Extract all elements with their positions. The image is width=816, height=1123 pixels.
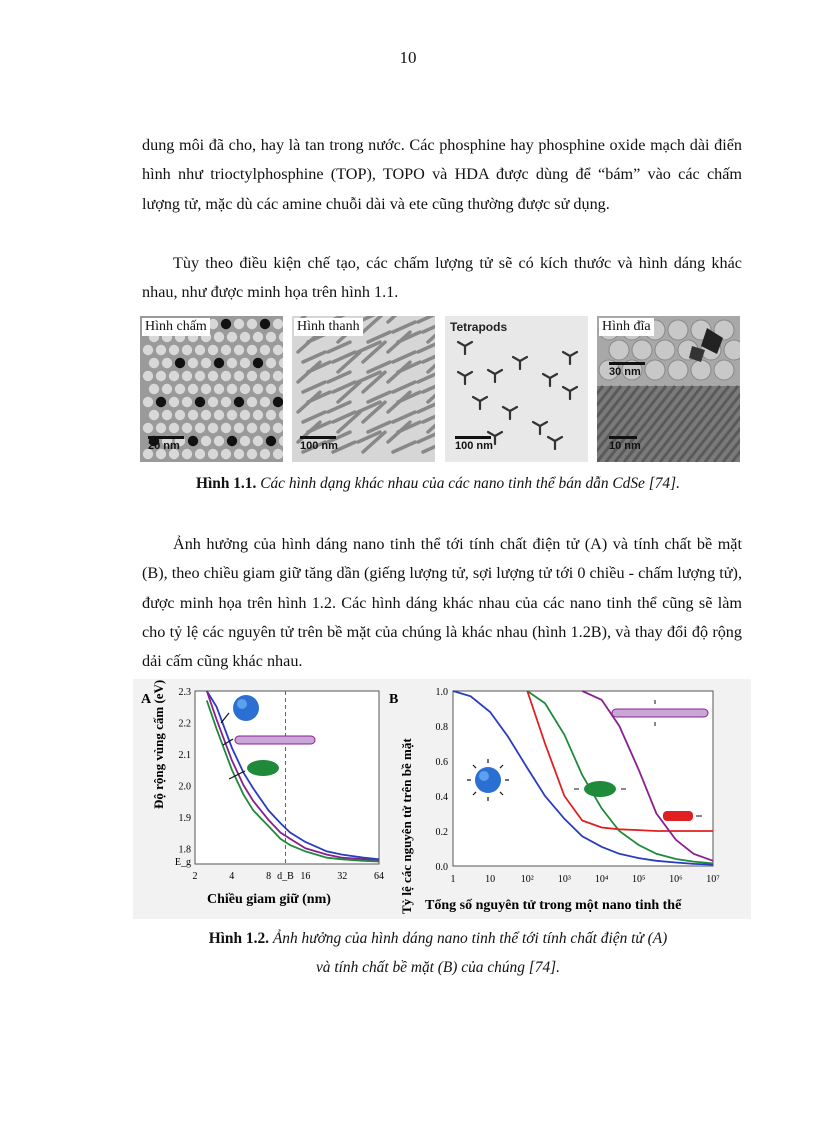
nanodot bbox=[260, 423, 270, 433]
nanodot bbox=[253, 358, 263, 368]
nanodot bbox=[175, 358, 185, 368]
y-tick-label: 1.8 bbox=[178, 844, 191, 856]
nanodot bbox=[240, 332, 250, 342]
nanodot bbox=[156, 371, 166, 381]
y-tick-label: 1.0 bbox=[435, 687, 448, 698]
x-tick-label: 10³ bbox=[557, 874, 571, 885]
x-tick-label: 64 bbox=[374, 871, 384, 882]
caption-text: Các hình dạng khác nhau của các nano tinh thể bán dẫn CdSe [74]. bbox=[260, 475, 680, 492]
nanodot bbox=[208, 345, 218, 355]
x-tick-label: 8 bbox=[266, 871, 272, 882]
nanodot bbox=[240, 410, 250, 420]
y-tick-label: 2.2 bbox=[178, 718, 191, 730]
nanodot bbox=[175, 384, 185, 394]
x-tick-label: 1 bbox=[450, 874, 456, 885]
y-axis-label-a: Độ rộng vùng cấm (eV) bbox=[151, 679, 166, 809]
nanodot bbox=[201, 436, 211, 446]
disk-shape-icon bbox=[247, 760, 279, 776]
y-axis-label-b: Tỷ lệ các nguyên tử trên bề mặt bbox=[399, 738, 414, 914]
scale-bar-bottom: 10 nm bbox=[609, 436, 641, 452]
nanodot bbox=[208, 371, 218, 381]
nanodot bbox=[227, 332, 237, 342]
y-tick-label: 1.9 bbox=[178, 812, 191, 824]
nanodot bbox=[240, 358, 250, 368]
caption-number: Hình 1.2. bbox=[208, 930, 269, 947]
nanodot bbox=[253, 332, 263, 342]
nanodot bbox=[162, 358, 172, 368]
nanodot bbox=[149, 410, 159, 420]
nanodot bbox=[188, 358, 198, 368]
nanodot bbox=[195, 345, 205, 355]
nanodot bbox=[143, 345, 153, 355]
nanodisk bbox=[632, 340, 652, 360]
caption-line-2: và tính chất bề mặt (B) của chúng [74]. bbox=[315, 959, 561, 976]
nanodot bbox=[273, 345, 283, 355]
nanodot bbox=[273, 319, 283, 329]
paragraph-3: Ảnh hưởng của hình dáng nano tinh thể tới tính chất điện tử (A) và tính chất bề mặt (B), theo chiều giam giữ tăng dần (giếng lượng tử, sợi lượng tử tới 0 chiều - chấm lượng tử), được minh họa trên hình 1.2. Các hình dáng khác nhau của các nano tinh thể cũng sẽ làm cho tỷ lệ các nguyên tử trên bề mặt của chúng là khác nhau (hình 1.2B), và thay đổi độ rộng dải cấm cũng khác nhau. bbox=[142, 535, 742, 671]
nanodot bbox=[169, 345, 179, 355]
panel-label: Tetrapods bbox=[450, 320, 508, 334]
x-tick-label: 32 bbox=[337, 871, 348, 882]
nanodot bbox=[169, 371, 179, 381]
x-tick-label: d_B bbox=[277, 871, 294, 882]
nanodot bbox=[247, 371, 257, 381]
nanodisk bbox=[724, 340, 740, 360]
nanodot bbox=[156, 397, 166, 407]
nanodot bbox=[221, 449, 231, 459]
nanodot bbox=[247, 449, 257, 459]
x-tick-label: 10⁵ bbox=[631, 874, 646, 885]
nanodot bbox=[195, 449, 205, 459]
nanodisk bbox=[668, 320, 688, 340]
y-tick-label: 0.2 bbox=[435, 827, 448, 838]
scale-bar: 100 nm bbox=[300, 436, 338, 452]
nanodot bbox=[240, 384, 250, 394]
wire-shape-icon bbox=[663, 811, 693, 821]
disks-micrograph bbox=[597, 316, 740, 462]
nanodot bbox=[253, 410, 263, 420]
nanodot bbox=[143, 371, 153, 381]
page-number: 10 bbox=[399, 48, 417, 67]
nanodot bbox=[214, 358, 224, 368]
nanodot bbox=[266, 384, 276, 394]
nanodot bbox=[247, 423, 257, 433]
nanodot bbox=[188, 384, 198, 394]
figure-1-2 bbox=[133, 679, 751, 919]
nanodot bbox=[247, 397, 257, 407]
nanodot bbox=[266, 358, 276, 368]
scale-bar-top: 30 nm bbox=[609, 362, 645, 378]
panel-label-a: A bbox=[141, 692, 152, 707]
y-tick-label: 2.1 bbox=[178, 749, 191, 761]
caption-line-1: Ảnh hưởng của hình dáng nano tinh thể tới tính chất điện tử (A) bbox=[272, 930, 668, 947]
nanodot bbox=[195, 371, 205, 381]
nanodot bbox=[169, 397, 179, 407]
x-axis-label-a: Chiều giam giữ (nm) bbox=[207, 892, 331, 907]
nanodot bbox=[182, 345, 192, 355]
nanodot bbox=[253, 436, 263, 446]
y-tick-label: 0.0 bbox=[435, 862, 448, 873]
nanodot bbox=[208, 397, 218, 407]
nanodot bbox=[221, 397, 231, 407]
nanodot bbox=[234, 397, 244, 407]
nanodot bbox=[149, 384, 159, 394]
nanodot bbox=[208, 449, 218, 459]
rods-micrograph bbox=[292, 316, 435, 462]
nanodot bbox=[201, 358, 211, 368]
nanodot bbox=[188, 410, 198, 420]
nanodot bbox=[143, 423, 153, 433]
x-tick-label: 10² bbox=[520, 874, 534, 885]
nanodot bbox=[195, 397, 205, 407]
nanodot bbox=[266, 410, 276, 420]
panel-label: Hình chấm bbox=[142, 318, 210, 336]
nanodot bbox=[182, 423, 192, 433]
nanodot bbox=[214, 332, 224, 342]
nanodot bbox=[162, 384, 172, 394]
nanodot bbox=[227, 384, 237, 394]
nanodot bbox=[260, 319, 270, 329]
nanodisk bbox=[609, 340, 629, 360]
y-tick-label: 2.0 bbox=[178, 781, 191, 793]
nanodisk bbox=[691, 360, 711, 380]
x-axis-label-b: Tổng số nguyên tử trong một nano tinh thể bbox=[425, 898, 682, 913]
nanodot bbox=[201, 384, 211, 394]
y-tick-label: 0.6 bbox=[435, 757, 448, 768]
nanodot bbox=[234, 449, 244, 459]
nanodot bbox=[234, 371, 244, 381]
x-tick-label: 10⁴ bbox=[594, 874, 609, 885]
nanodot bbox=[195, 423, 205, 433]
nanodot bbox=[260, 371, 270, 381]
dots-micrograph bbox=[140, 316, 283, 462]
nanodisk bbox=[668, 360, 688, 380]
paragraph-1: dung môi đã cho, hay là tan trong nước. Các phosphine hay phosphine oxide mạch dài điển hình như trioctylphosphine (TOP), TOPO và HDA được dùng để “bám” vào các chấm lượng tử, mặc dù các amine chuỗi dài và ete cũng thường được sử dụng. bbox=[142, 136, 742, 213]
paragraph-2: Tùy theo điều kiện chế tạo, các chấm lượng tử sẽ có kích thước và hình dáng khác nhau, như được minh họa trên hình 1.1. bbox=[142, 254, 742, 302]
panel-label-b: B bbox=[389, 692, 399, 707]
nanodot bbox=[182, 397, 192, 407]
nanodot bbox=[175, 410, 185, 420]
rod-shape-icon bbox=[235, 736, 315, 744]
x-tick-label: 10⁶ bbox=[669, 874, 683, 885]
y-tick-label: E_g bbox=[174, 856, 191, 868]
nanodot bbox=[227, 436, 237, 446]
y-tick-label: 0.8 bbox=[435, 722, 448, 733]
dot-shape-icon bbox=[475, 767, 501, 793]
nanodot bbox=[221, 371, 231, 381]
nanodot bbox=[266, 436, 276, 446]
nanodot bbox=[227, 358, 237, 368]
x-tick-label: 16 bbox=[300, 871, 311, 882]
nanodot bbox=[214, 384, 224, 394]
x-tick-label: 2 bbox=[192, 871, 198, 882]
x-tick-label: 4 bbox=[229, 871, 235, 882]
nanodot bbox=[214, 410, 224, 420]
x-tick-label: 10 bbox=[485, 874, 496, 885]
nanodisk bbox=[645, 360, 665, 380]
scale-bar: 100 nm bbox=[455, 436, 493, 452]
disk-shape-icon bbox=[584, 781, 616, 797]
nanodot bbox=[247, 319, 257, 329]
nanodot bbox=[156, 423, 166, 433]
nanodot bbox=[221, 423, 231, 433]
scale-bar: 20 nm bbox=[148, 436, 184, 452]
nanodot bbox=[260, 449, 270, 459]
nanodot bbox=[143, 397, 153, 407]
caption-number: Hình 1.1. bbox=[196, 475, 257, 492]
nanodot bbox=[266, 332, 276, 342]
panel-label: Hình thanh bbox=[294, 318, 363, 336]
nanodot bbox=[273, 449, 283, 459]
nanodot bbox=[182, 371, 192, 381]
panel-label: Hình đĩa bbox=[599, 318, 654, 336]
nanodot bbox=[234, 423, 244, 433]
nanodot bbox=[273, 397, 283, 407]
nanodisk bbox=[714, 360, 734, 380]
x-tick-label: 10⁷ bbox=[706, 874, 720, 885]
nanodot bbox=[156, 345, 166, 355]
nanodisk bbox=[655, 340, 675, 360]
y-tick-label: 0.4 bbox=[435, 792, 448, 803]
tetrapods-micrograph bbox=[445, 316, 588, 462]
figure-1-1-caption bbox=[120, 469, 756, 498]
nanodot bbox=[227, 410, 237, 420]
nanodot bbox=[234, 345, 244, 355]
nanodot bbox=[260, 345, 270, 355]
nanodot bbox=[149, 358, 159, 368]
nanodot bbox=[188, 436, 198, 446]
nanodot bbox=[273, 423, 283, 433]
nanodot bbox=[253, 384, 263, 394]
nanodot bbox=[162, 410, 172, 420]
nanodot bbox=[169, 423, 179, 433]
nanodot bbox=[201, 410, 211, 420]
nanodot bbox=[260, 397, 270, 407]
dot-shape-icon bbox=[233, 695, 259, 721]
nanodot bbox=[247, 345, 257, 355]
nanodot bbox=[273, 371, 283, 381]
rod-shape-icon bbox=[612, 709, 708, 717]
nanodot bbox=[221, 345, 231, 355]
nanodot bbox=[208, 423, 218, 433]
nanodot bbox=[234, 319, 244, 329]
figure-1-2-caption bbox=[120, 924, 756, 982]
nanodot bbox=[221, 319, 231, 329]
y-tick-label: 2.3 bbox=[178, 687, 191, 698]
nanodot bbox=[240, 436, 250, 446]
nanodot bbox=[214, 436, 224, 446]
